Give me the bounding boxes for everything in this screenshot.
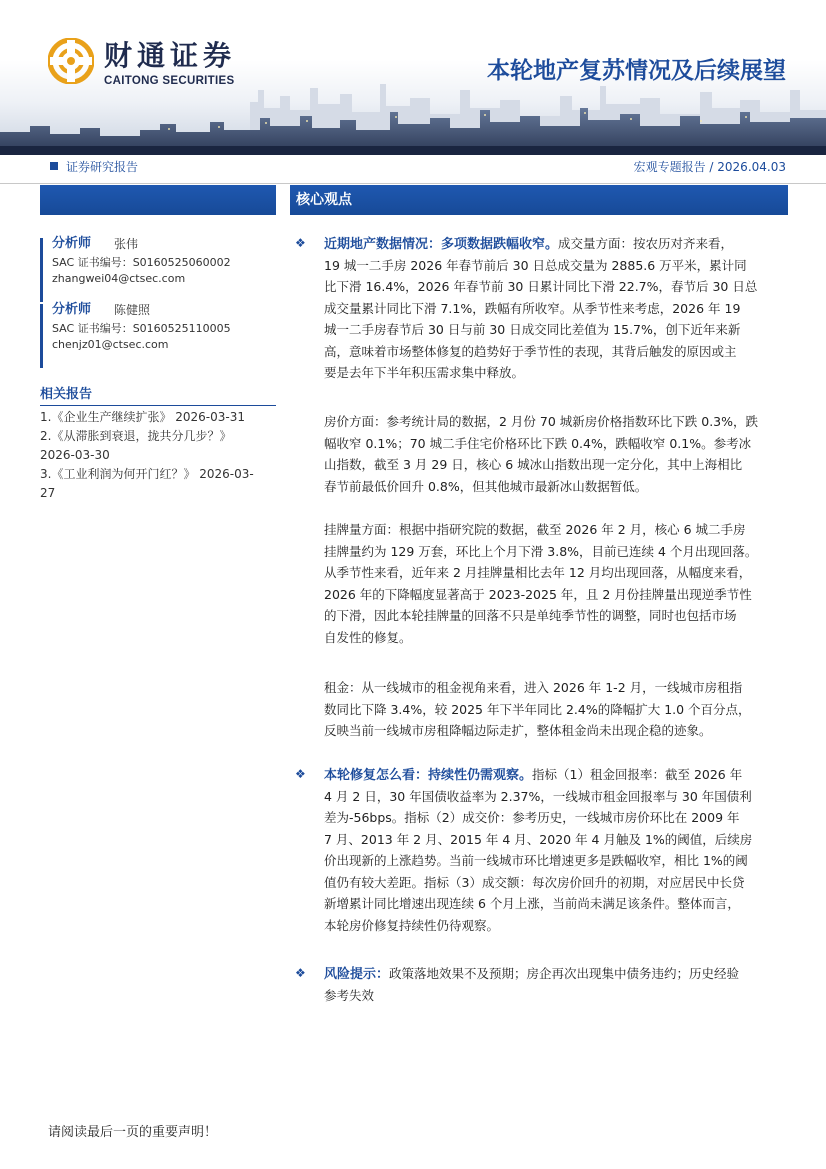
- analyst-role: 分析师: [52, 302, 92, 317]
- caitong-logo-icon: [48, 38, 94, 84]
- paragraph-line: 反映当前一线城市房租降幅边际走扩，整体租金尚未出现企稳的迹象。: [324, 723, 712, 738]
- paragraph-line: 成交量方面：按农历对齐来看，: [558, 236, 734, 251]
- related-reports-divider: [40, 405, 276, 406]
- paragraph-line: 7 月、2013 年 2 月、2015 年 4 月、2020 年 4 月触及 1%的阈值，后续房: [324, 831, 753, 847]
- related-report-line: 1.《企业生产继续扩张》 2026-03-31: [40, 410, 246, 424]
- section-paragraph: [324, 233, 788, 384]
- section-paragraph: [324, 764, 788, 936]
- paragraph-line: 数同比下降 3.4%，较 2025 年下半年同比 2.4%的降幅扩大 1.0 个百分点，: [324, 701, 751, 717]
- diamond-bullet-icon: ❖: [295, 236, 306, 250]
- analyst-name: 陈健照: [114, 303, 151, 317]
- paragraph-line: 要是去年下半年积压需求集中释放。: [324, 365, 525, 380]
- paragraph-line: 从季节性来看，近年来 2 月挂牌量相比去年 12 月均出现回落，从幅度来看，: [324, 565, 752, 580]
- paragraph-line: 比下滑 16.4%，2026 年春节前 30 日累计同比下滑 22.7%，春节后 30 日总: [324, 279, 758, 294]
- analyst-role: 分析师: [52, 236, 92, 251]
- accent-bar: [40, 238, 43, 302]
- report-category: 证券研究报告: [66, 160, 139, 174]
- section-paragraph: [324, 519, 788, 648]
- report-header: [0, 0, 826, 155]
- paragraph-line: 成交量累计同比下滑 7.1%，跌幅有所收窄。从季节性来考虑，2026 年 19: [324, 300, 741, 316]
- diamond-bullet-icon: ❖: [295, 966, 306, 980]
- related-report-line: 2.《从滞胀到衰退，拢共分几步？》: [40, 429, 232, 443]
- analyst-email[interactable]: zhangwei04@ctsec.com: [52, 272, 186, 285]
- section-paragraph: [324, 963, 788, 1006]
- paragraph-line: 参考失效: [324, 987, 375, 1003]
- related-report-item[interactable]: [40, 465, 276, 503]
- paragraph-line: 19 城一二手房 2026 年春节前后 30 日总成交量为 2885.6 万平米，累计同: [324, 257, 747, 273]
- section-lead: 风险提示：: [324, 967, 390, 982]
- related-report-item[interactable]: [40, 408, 276, 427]
- brand-name-cn: 财通证券: [104, 39, 237, 72]
- paragraph-line: 高，意味着市场整体修复的趋势好于季节性的表现，其背后触发的原因或主: [324, 343, 737, 359]
- related-report-line: 27: [40, 486, 56, 500]
- report-type-date: 宏观专题报告 / 2026.04.03: [633, 160, 786, 174]
- brand-name-en: CAITONG SECURITIES: [104, 75, 235, 87]
- paragraph-line: 城一二手房春节后 30 日与前 30 日成交同比差值为 15.7%，创下近年来新: [324, 322, 741, 337]
- paragraph-line: 政策落地效果不及预期；房企再次出现集中债务违约；历史经验: [389, 966, 740, 981]
- paragraph-line: 山指数，截至 3 月 29 日，核心 6 城冰山指数出现一定分化，其中上海相比: [324, 457, 743, 472]
- paragraph-line: 自发性的修复。: [324, 629, 412, 645]
- related-reports-list: [40, 408, 276, 503]
- report-title: 本轮地产复苏情况及后续展望: [487, 58, 786, 84]
- analyst-cert: SAC 证书编号：S0160525060002: [52, 256, 231, 269]
- related-report-line: 2026-03-30: [40, 448, 110, 462]
- accent-bar: [40, 304, 43, 368]
- paragraph-line: 幅收窄 0.1%；70 城二手住宅价格环比下跌 0.4%，跌幅收窄 0.1%。参考冰: [324, 435, 752, 451]
- section-lead: 本轮修复怎么看：持续性仍需观察。: [324, 768, 533, 783]
- diamond-bullet-icon: ❖: [295, 767, 306, 781]
- paragraph-line: 2026 年的下降幅度显著高于 2023-2025 年，且 2 月份挂牌量出现逆季节性: [324, 586, 752, 602]
- square-bullet-icon: [50, 162, 58, 170]
- related-report-item[interactable]: [40, 427, 276, 465]
- paragraph-line: 本轮房价修复持续性仍待观察。: [324, 917, 500, 933]
- sidebar-banner: [40, 185, 276, 215]
- paragraph-line: 挂牌量约为 129 万套，环比上个月下滑 3.8%，目前已连续 4 个月出现回落。: [324, 543, 758, 559]
- paragraph-line: 春节前最低价回升 0.8%，但其他城市最新冰山数据暂低。: [324, 478, 648, 494]
- section-paragraph: [324, 677, 788, 742]
- paragraph-line: 租金：从一线城市的租金视角来看，进入 2026 年 1-2 月，一线城市房租指: [324, 680, 743, 695]
- analyst-name: 张伟: [114, 237, 139, 251]
- paragraph-line: 4 月 2 日，30 年国债收益率为 2.37%，一线城市租金回报率与 30 年国债利: [324, 788, 752, 804]
- footer-disclaimer-note: 请阅读最后一页的重要声明！: [48, 1125, 218, 1140]
- section-banner: [290, 185, 788, 215]
- analyst-email[interactable]: chenjz01@ctsec.com: [52, 338, 169, 351]
- paragraph-line: 的下滑，因此本轮挂牌量的回落不只是单纯季节性的调整，同时也包括市场: [324, 608, 737, 623]
- section-lead: 近期地产数据情况：多项数据跌幅收窄。: [324, 237, 559, 252]
- paragraph-line: 指标（1）租金回报率：截至 2026 年: [532, 767, 743, 782]
- paragraph-line: 差为-56bps。指标（2）成交价：参考历史，一线城市房价环比在 2009 年: [324, 810, 740, 825]
- paragraph-line: 新增累计同比增速出现连续 6 个月上涨，当前尚未满足该条件。整体而言，: [324, 896, 740, 911]
- related-reports-title: 相关报告: [40, 387, 93, 402]
- paragraph-line: 价出现新的上涨趋势。当前一线城市环比增速更多是跌幅收窄，相比 1%的阈: [324, 853, 748, 868]
- section-paragraph: [324, 411, 788, 497]
- paragraph-line: 挂牌量方面：根据中指研究院的数据，截至 2026 年 2 月，核心 6 城二手房: [324, 522, 746, 537]
- paragraph-line: 房价方面：参考统计局的数据，2 月份 70 城新房价格指数环比下跌 0.3%，跌: [324, 414, 759, 429]
- sub-header: [0, 154, 826, 184]
- section-title: 核心观点: [296, 192, 352, 208]
- related-report-line: 3.《工业利润为何开门红？》 2026-03-: [40, 467, 254, 481]
- paragraph-line: 值仍有较大差距。指标（3）成交额：每次房价回升的初期，对应居民中长贷: [324, 874, 745, 890]
- analyst-cert: SAC 证书编号：S0160525110005: [52, 322, 231, 335]
